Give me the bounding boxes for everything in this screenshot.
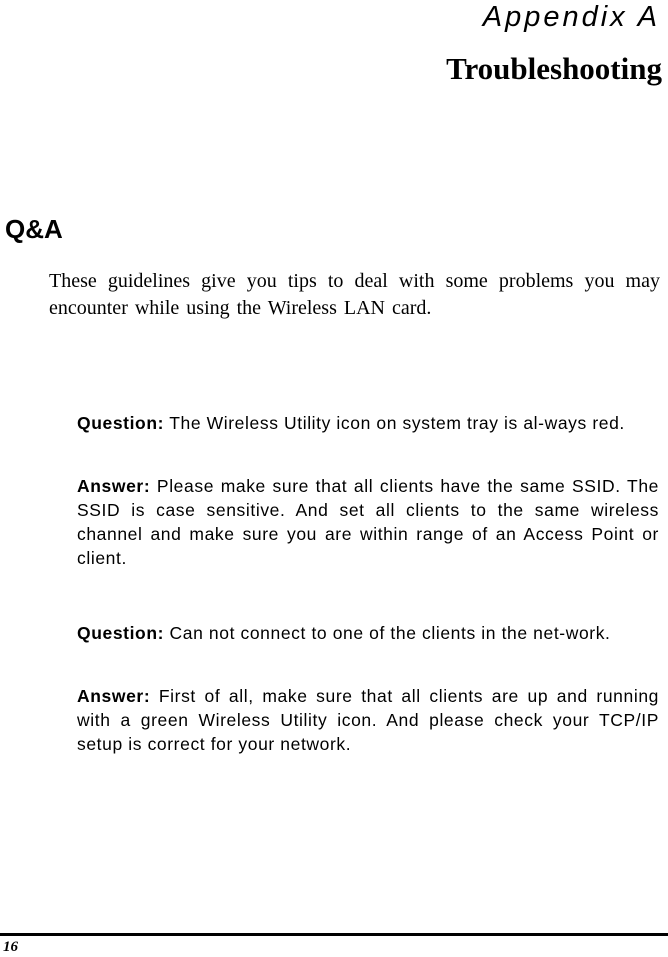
answer-label: Answer: (77, 476, 151, 496)
question-text: Can not connect to one of the clients in the net-work. (169, 623, 611, 643)
answer-2 (77, 684, 659, 756)
question-2 (77, 621, 659, 645)
chapter-title: Troubleshooting (446, 51, 662, 86)
question-text: The Wireless Utility icon on system tray is al-ways red. (169, 413, 625, 433)
answer-label: Answer: (77, 686, 151, 706)
footer-rule (0, 933, 668, 936)
appendix-label: Appendix A (482, 1, 660, 33)
section-heading: Q&A (5, 214, 63, 244)
intro-paragraph: These guidelines give you tips to deal with some problems you may encounter while using the Wireless LAN card. (49, 270, 660, 319)
question-label: Question: (77, 413, 165, 433)
question-1 (77, 411, 659, 435)
question-label: Question: (77, 623, 165, 643)
answer-text: Please make sure that all clients have the same SSID. The SSID is case sensitive. And set all clients to the same wireless channel and make sure you are within range of an Access Point or client. (77, 476, 659, 568)
page-number: 16 (3, 939, 18, 955)
answer-text: First of all, make sure that all clients are up and running with a green Wireless Utility icon. And please check your TCP/IP setup is correct for your network. (77, 686, 659, 754)
answer-1 (77, 474, 659, 570)
